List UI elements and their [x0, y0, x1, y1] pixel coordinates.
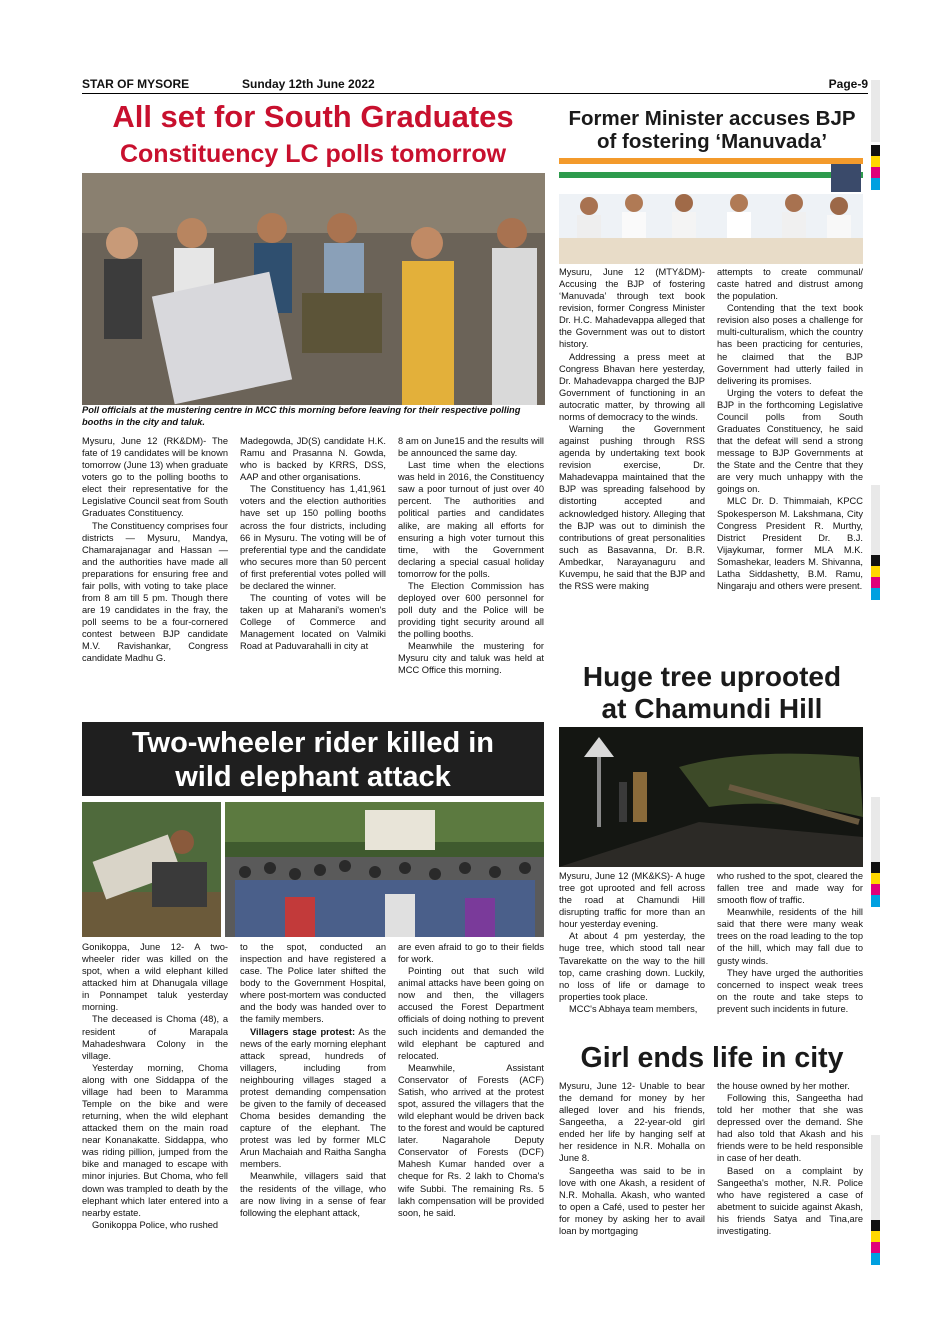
press-meet-photo [559, 158, 863, 264]
paragraph: The Constituency comprises four districts — Mysuru, Mandya, Chamarajanagar and Hassan — and the authorities have made all preparations for ensuring free and fair polls, with voting to take place from 8 am till 5 pm. Though there are 19 candidates in the fray, the poll seems to be a four-cornered contest between BJP candidate M.V. Ravishankar, Congress candidate Madhu G. [82, 520, 228, 664]
elephant-headline-line1: Two-wheeler rider killed in [131, 727, 495, 759]
manuvada-column-2 [717, 266, 863, 592]
paragraph: The Election Commission has deployed over 600 personnel for poll duty and the Police will be providing tight security around all the polling booths. [398, 580, 544, 640]
masthead [82, 76, 868, 94]
registration-track [871, 797, 880, 862]
paragraph: Last time when the elections was held in 2016, the Constituency saw a poor turnout of just over 40 percent. The authorities and political parties and candidates alike, are making all efforts for ensuring a high voter turnout this time, with the Government declaring a special casual holiday tomorrow for the polls. [398, 460, 544, 579]
paragraph: Meanwhile, villagers said that the residents of the village, who are now living in a sense of fear following the elephant attack, [240, 1171, 386, 1218]
registration-marks-lower [871, 862, 880, 907]
girl-column-1 [559, 1080, 705, 1237]
registration-marks-top [871, 145, 880, 190]
paragraph: to the spot, conducted an inspection and have registered a case. The Police later shifted the body to the Government Hospital, where post-mortem was conducted and the body was handed over to the family members. [240, 942, 386, 1025]
paragraph: Mysuru, June 12- Unable to bear the demand for money by her alleged lover and his friends, Sangeetha, a 22-year-old girl ended her life by hanging self at her residence in N.R. Mohalla on June 8. [559, 1081, 705, 1164]
paragraph: the house owned by her mother. [717, 1081, 850, 1091]
lc-headline-line1: All set for South Graduates [112, 99, 514, 134]
tree-column-2 [717, 870, 863, 1015]
paragraph: Warning the Government against pushing through RSS agenda by undertaking text book revision exercise, Dr. Mahadevappa maintained that the BJP was spreading falsehood by distorting accepted and acknowledged history. Alleging that the BJP was out to diminish the contributions of great personalities such as Basavanna, Dr. B.R. Ambedkar, Narayanaguru and Kuvempu, he said that the BJP and the RSS were making [559, 424, 705, 592]
paragraph: attempts to create communal/ caste hatred and distrust among the population. [717, 267, 863, 302]
paragraph: Meanwhile, Assistant Conservator of Forests (ACF) Satish, who arrived at the protest spot, assured the villagers that the wild elephant would be driven back to the forest and would be captured later. Nagarahole Deputy Conservator of Forests (DCF) Mahesh Kumar handed over a cheque for Rs. 2 lakh to Choma's wife Subbi. The remaining Rs. 5 lakh compensation will be provided soon, he said. [398, 1062, 544, 1218]
fallen-tree-photo [559, 727, 863, 867]
villagers-protest-photo [225, 802, 544, 937]
paragraph: Following this, Sangeetha had told her mother that she was depressed over the demand. She had also told that Akash and his friends were to be held responsible in case of her death. [717, 1093, 863, 1164]
issue-date: Sunday 12th June 2022 [242, 77, 375, 91]
paragraph: are even afraid to go to their fields for work. [398, 942, 544, 965]
subhead: Villagers stage protest: [250, 1026, 356, 1037]
lc-column-3 [398, 435, 544, 677]
paper-name: STAR OF MYSORE [82, 77, 190, 91]
paragraph: Pointing out that such wild animal attacks have been going on now and then, the villagers accused the Forest Department officials of doing nothing to prevent such incidents and demanded the wild elephant be captured and relocated. [398, 966, 544, 1061]
registration-track [871, 1135, 880, 1220]
paragraph: Urging the voters to defeat the BJP in the forthcoming Legislative Council polls from South Graduates Constituency, he said that the defeat will send a strong message to BJP Governments at the State and the Centre that they are very much unhappy with the goings on. [717, 387, 863, 495]
elephant-column-2 [240, 941, 386, 1219]
paragraph: Meanwhile, residents of the hill said that there were many weak trees on the road leading to the top of the hill, which may fall due to gusty winds. [717, 907, 863, 966]
paragraph: Based on a complaint by Sangeetha's mother, N.R. Police who have registered a case of abetment to suicide against Akash, his friends Satya and Tina,are investigating. [717, 1165, 863, 1236]
paragraph: Mysuru, June 12 (MTY&DM)- Accusing the BJP of fostering ‘Manuvada’ through text book revision, former Congress Minister Dr. H.C. Mahadevappa alleged that the Government was out to distort history. [559, 267, 705, 350]
paragraph [240, 1026, 386, 1171]
elephant-headline-box [82, 722, 544, 796]
lc-column-2 [240, 435, 386, 652]
tree-headline-line1: Huge tree uprooted [582, 661, 842, 692]
paragraph: The counting of votes will be taken up at Maharani's women's College of Commerce and Management located on Valmiki Road at Paduvarahalli in city at [240, 593, 386, 652]
page-number: Page-9 [828, 77, 868, 91]
paragraph: Yesterday morning, Choma along with one Siddappa of the village had been to Maramma Temple on the bike and were returning, when the wild elephant attacked them on the main road near Konanakatte. Siddappa, who was riding pillion, jumped from the bike and managed to escape with minor injuries. But Choma, who fell down was trampled to death by the elephant which later entered into a nearby estate. [82, 1062, 228, 1218]
registration-track [871, 80, 880, 142]
paragraph: Mysuru, June 12 (MK&KS)- A huge tree got uprooted and fell across the road at Chamundi Hill disrupting traffic for more than an hour yesterday evening. [559, 871, 705, 930]
elephant-headline-line2: wild elephant attack [175, 761, 451, 794]
paragraph: The Constituency has 1,41,961 voters and the election authorities have set up 150 polling booths across the four districts, including 66 in Mysuru. The voting will be of preferential type and the candidate who secures more than 50 percent of first preferential votes polled will be declared the winner. [240, 484, 386, 591]
paragraph: Meanwhile the mustering for Mysuru city and taluk was held at MCC Office this morning. [398, 641, 544, 676]
lc-column-1 [82, 435, 228, 664]
paragraph: who rushed to the spot, cleared the fallen tree and made way for smooth flow of traffic. [717, 871, 863, 906]
paragraph: Sangeetha was said to be in love with one Akash, a resident of N.R. Mohalla. Akash, who wanted to open a Café, used to pester her for money by asking her to avail loan by mortgaging [559, 1165, 705, 1236]
elephant-column-3 [398, 941, 544, 1219]
paragraph: The deceased is Choma (48), a resident of Marapala Mahadeshwara Colony in the village. [82, 1014, 228, 1061]
manuvada-column-1 [559, 266, 705, 592]
paragraph: Mysuru, June 12 (RK&DM)- The fate of 19 candidates will be known tomorrow (June 13) when graduate voters go to the polling booths to elect their representative for the Legislative Council seat from South Graduates Constituency. [82, 436, 228, 519]
subhead-text: As the news of the early morning elephant attack spread, hundreds of villagers, including from neighbouring villages staged a protest demanding compensation be given to the family of deceased Choma besides demanding the capture of the elephant. The protest was led by former MLC Arun Machaiah and Raitha Sangha members. [240, 1026, 386, 1170]
manuvada-headline-line2: of fostering ‘Manuvada’ [596, 130, 828, 153]
girl-column-2 [717, 1080, 863, 1237]
victim-photo [82, 802, 221, 937]
girl-headline: Girl ends life in city [580, 1042, 844, 1074]
paragraph: Gonikoppa, June 12- A two-wheeler rider was killed on the spot, when a wild elephant killed attacked him at Dhanugala village in Ponnampet taluk yesterday morning. [82, 942, 228, 1013]
polling-officials-photo [82, 173, 545, 405]
paragraph: At about 4 pm yesterday, the huge tree, which stood tall near Tavarekatte on the way to the hill top, came crashing down. Luckily, no loss of life or damage to properties took place. [559, 931, 705, 1002]
tree-headline-line2: at Chamundi Hill [601, 693, 823, 724]
paragraph: Madegowda, JD(S) candidate H.K. Ramu and Prasanna N. Gowda, who is backed by KRRS, DSS, AAP and other organisations. [240, 436, 386, 483]
paragraph: 8 am on June15 and the results will be announced the same day. [398, 436, 544, 459]
paragraph: Contending that the text book revision also poses a challenge for multi-culturalism, which the country has been practicing for centuries, he claimed that the BJP Government had utterly failed in delivering its promises. [717, 303, 863, 386]
elephant-column-1 [82, 941, 228, 1231]
paragraph: Addressing a press meet at Congress Bhavan here yesterday, Dr. Mahadevappa charged the BJP Government of functioning in an autocratic matter, by throwing all norms of democracy to the winds. [559, 351, 705, 422]
manuvada-headline-line1: Former Minister accuses BJP [568, 107, 856, 130]
paragraph: Gonikoppa Police, who rushed [92, 1219, 219, 1230]
registration-marks-bottom [871, 1220, 880, 1265]
tree-column-1 [559, 870, 705, 1015]
lc-headline-line2: Constituency LC polls tomorrow [119, 140, 507, 168]
lc-photo-caption: Poll officials at the mustering centre in MCC this morning before leaving for their respective polling booths in the city and taluk. [82, 405, 521, 427]
registration-marks-middle [871, 555, 880, 600]
registration-track [871, 485, 880, 555]
paragraph: MCC's Abhaya team members, [569, 1003, 698, 1014]
paragraph: They have urged the authorities concerned to inspect weak trees on the route and take steps to prevent such incidents in future. [717, 967, 863, 1014]
paragraph: MLC Dr. D. Thimmaiah, KPCC Spokesperson M. Lakshmana, City Congress President R. Murthy, District President Dr. B.J. Vijaykumar, former MLA M.K. Somashekar, leaders M. Shivanna, Latha Siddashetty, B.M. Ramu, Ningaraju and others were present. [717, 496, 863, 592]
